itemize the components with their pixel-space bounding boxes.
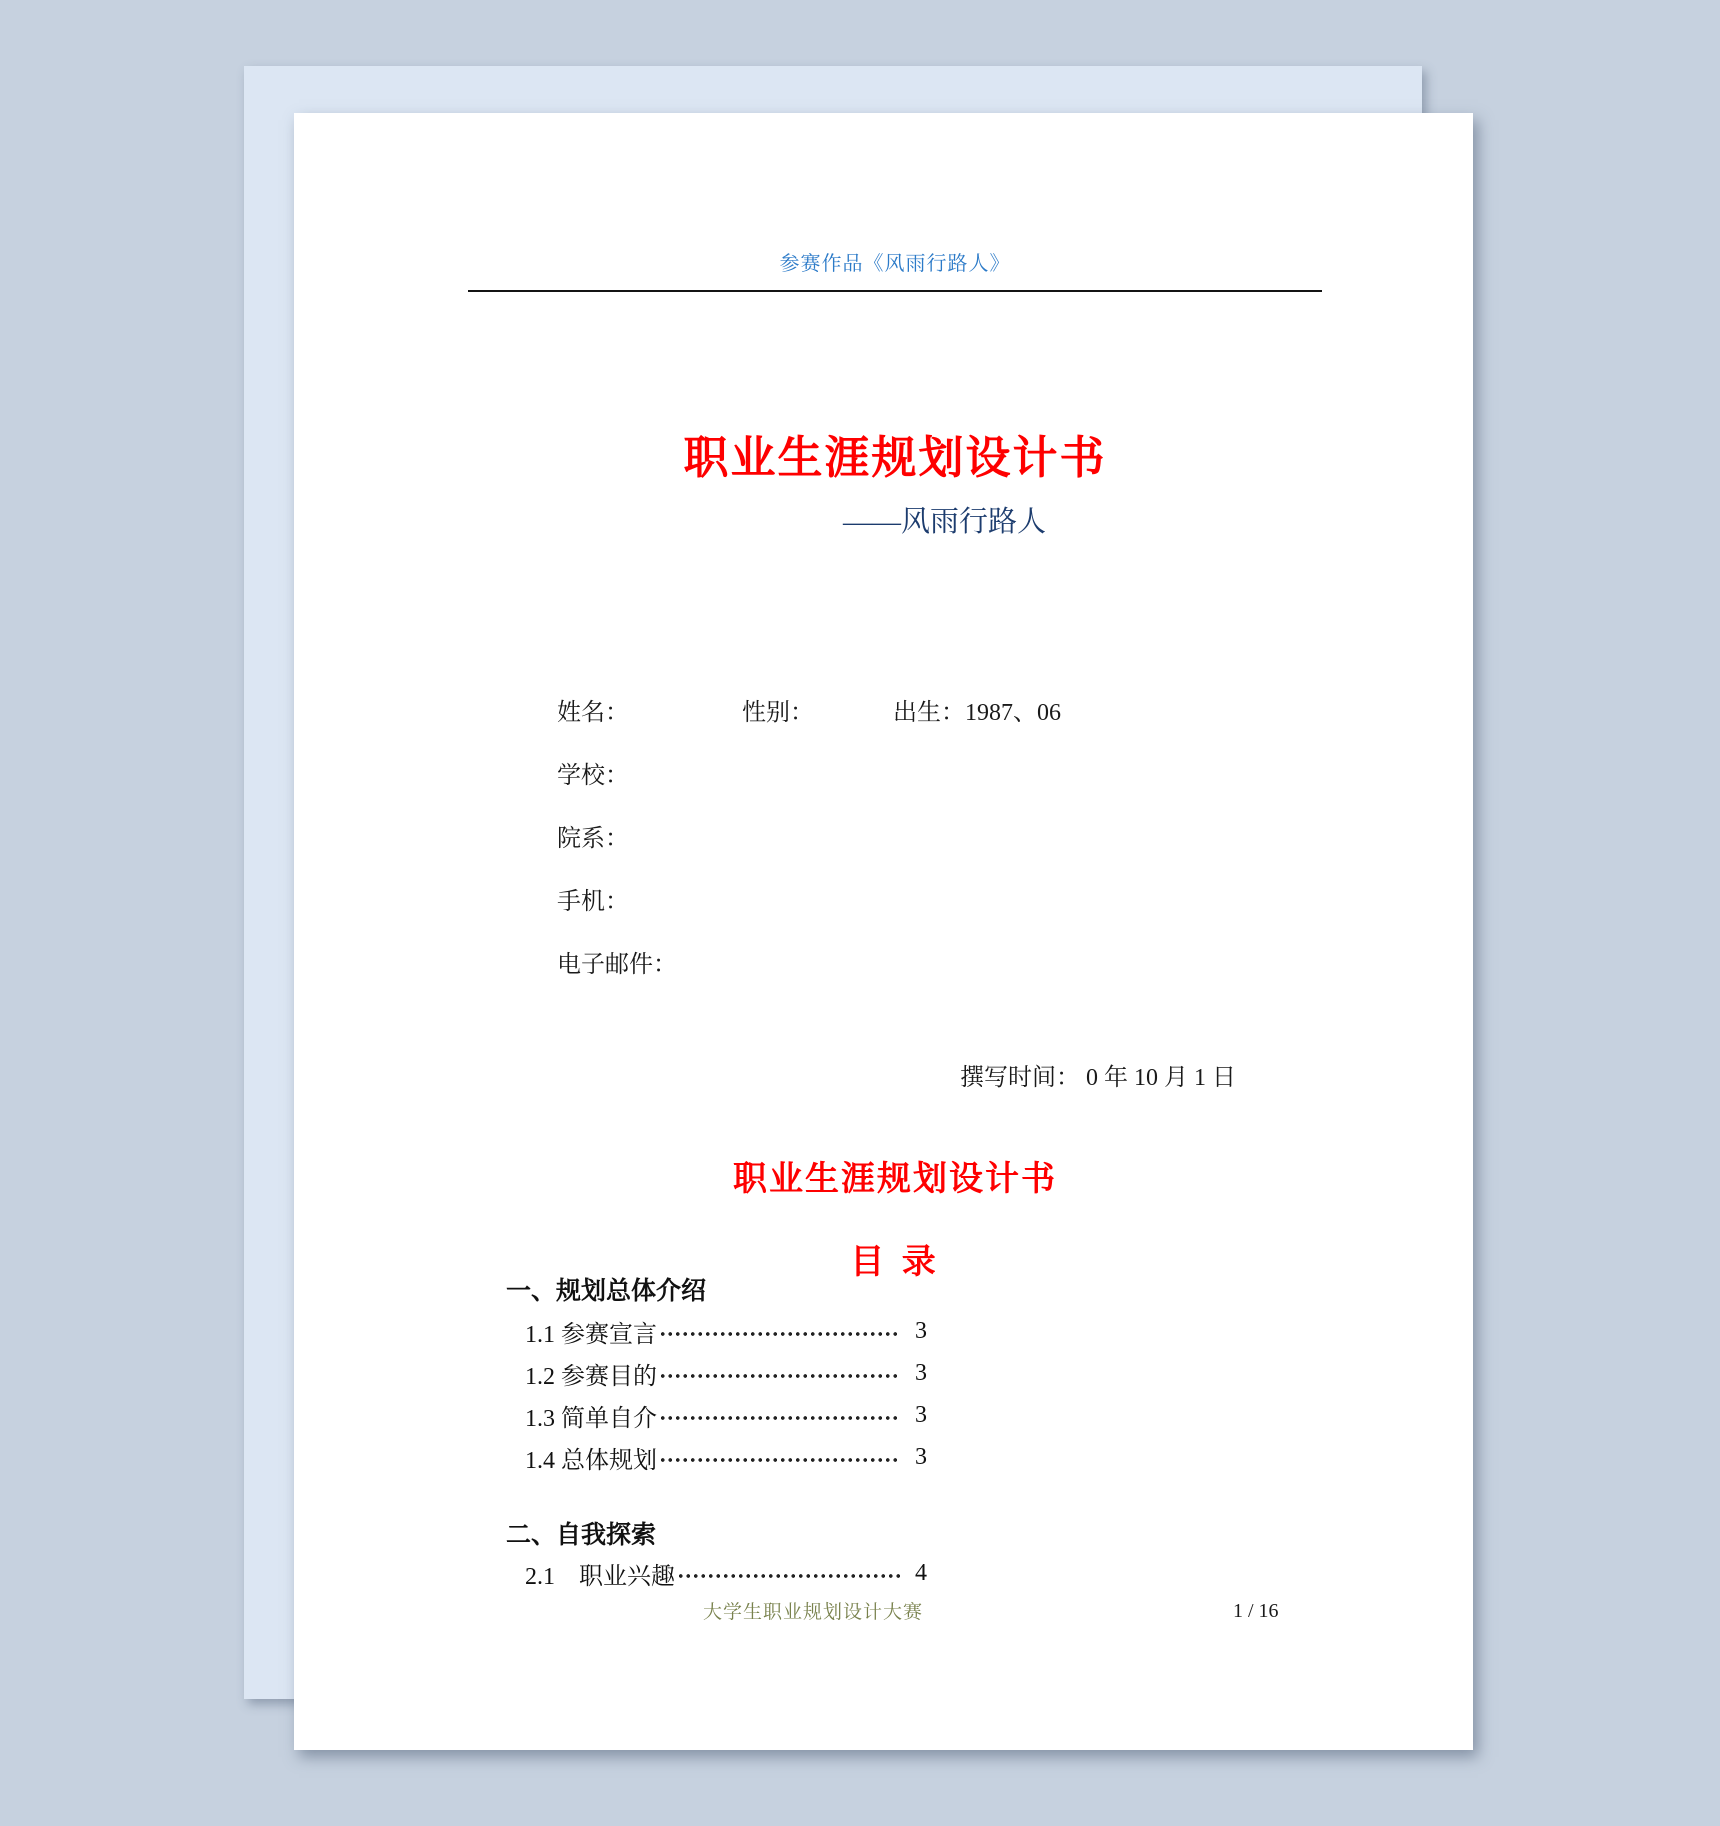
toc-entry-label: 1.3 简单自介 (525, 1405, 657, 1432)
toc-entry (525, 1442, 945, 1472)
toc-section-2-title: 二、自我探索 (506, 1521, 657, 1549)
gender-label: 性别： (742, 700, 814, 726)
toc-entry-label: 1.2 参赛目的 (525, 1363, 657, 1390)
toc-entry-label: 2.1 职业兴趣 (525, 1563, 675, 1590)
front-page-sheet (294, 113, 1473, 1750)
write-time-line: 撰写时间： 0 年 10 月 1 日 (960, 1065, 1236, 1091)
dot-leader (659, 1330, 901, 1338)
toc-entry-label: 1.4 总体规划 (525, 1447, 657, 1474)
toc-document-title: 职业生涯规划设计书 (733, 1160, 1057, 1198)
toc-entry-label: 1.1 参赛宣言 (525, 1321, 657, 1348)
toc-entry (525, 1558, 945, 1588)
name-label: 姓名： (557, 700, 629, 726)
school-label: 学校： (557, 763, 629, 789)
toc-entry-page: 3 (915, 1401, 927, 1428)
document-title: 职业生涯规划设计书 (683, 432, 1107, 483)
dot-leader (659, 1372, 901, 1380)
footer-page-number: 1 / 16 (1233, 1600, 1279, 1622)
toc-entry (525, 1400, 945, 1430)
toc-section-1-title: 一、规划总体介绍 (506, 1277, 707, 1305)
dot-leader (659, 1456, 901, 1464)
toc-entry-page: 4 (915, 1559, 927, 1586)
dot-leader (659, 1414, 901, 1422)
phone-label: 手机： (557, 889, 629, 915)
birth-label: 出生： (893, 700, 965, 726)
dot-leader (677, 1572, 901, 1580)
toc-heading: 目 录 (850, 1243, 940, 1281)
toc-entry (525, 1316, 945, 1346)
toc-entry (525, 1358, 945, 1388)
toc-entry-page: 3 (915, 1317, 927, 1344)
toc-entry-page: 3 (915, 1359, 927, 1386)
birth-value: 1987、06 (965, 700, 1061, 726)
birth-row (893, 692, 1061, 727)
toc-entry-page: 3 (915, 1443, 927, 1470)
document-subtitle: ——风雨行路人 (843, 506, 1047, 538)
page-header-text: 参赛作品《风雨行路人》 (779, 253, 1011, 275)
header-divider-line (468, 290, 1322, 292)
footer-competition-name: 大学生职业规划设计大赛 (703, 1602, 924, 1623)
email-label: 电子邮件： (557, 952, 677, 978)
department-label: 院系： (557, 826, 629, 852)
